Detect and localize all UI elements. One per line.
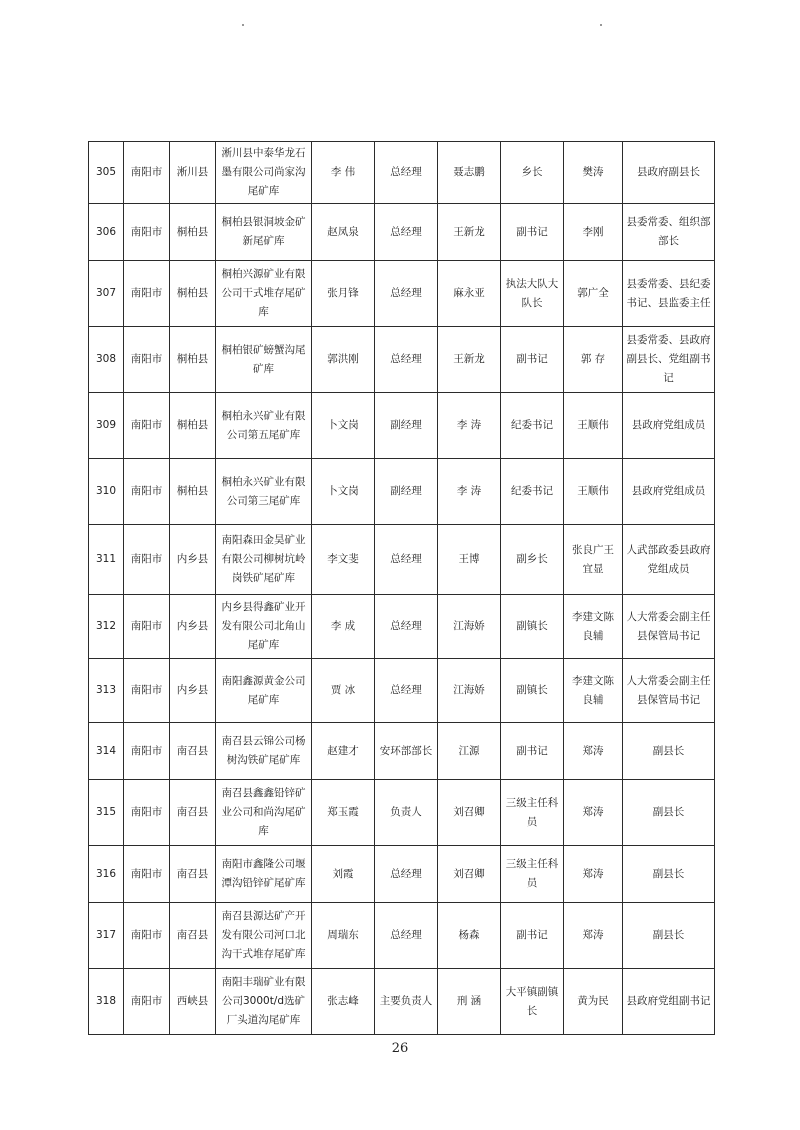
county-role-cell: 人大常委会副主任县保管局书记 <box>623 595 715 659</box>
county-cell: 桐柏县 <box>170 204 216 261</box>
tailings-name-cell: 桐柏银矿螃蟹沟尾矿库 <box>216 327 312 393</box>
enterprise-role-cell: 主要负责人 <box>375 969 438 1035</box>
tailings-name-cell: 桐柏兴源矿业有限公司干式堆存尾矿库 <box>216 261 312 327</box>
county-cell: 内乡县 <box>170 595 216 659</box>
enterprise-person-cell: 李 成 <box>312 595 375 659</box>
enterprise-role-cell: 总经理 <box>375 525 438 595</box>
table-row <box>89 327 715 393</box>
city-cell: 南阳市 <box>124 595 170 659</box>
row-number: 307 <box>89 261 124 327</box>
enterprise-role-cell: 总经理 <box>375 204 438 261</box>
table-row <box>89 780 715 846</box>
table-row <box>89 142 715 204</box>
tailings-name-cell: 南阳鑫源黄金公司尾矿库 <box>216 659 312 723</box>
township-role-cell: 三级主任科员 <box>501 780 564 846</box>
county-person-cell: 郑涛 <box>564 903 623 969</box>
township-person-cell: 江海娇 <box>438 659 501 723</box>
county-role-cell: 县委常委、组织部部长 <box>623 204 715 261</box>
enterprise-role-cell: 总经理 <box>375 261 438 327</box>
township-person-cell: 江源 <box>438 723 501 780</box>
row-number: 315 <box>89 780 124 846</box>
row-number: 310 <box>89 459 124 525</box>
county-cell: 淅川县 <box>170 142 216 204</box>
table-row <box>89 595 715 659</box>
tailings-name-cell: 淅川县中泰华龙石墨有限公司尚家沟尾矿库 <box>216 142 312 204</box>
enterprise-person-cell: 卜文岗 <box>312 459 375 525</box>
enterprise-person-cell: 张志峰 <box>312 969 375 1035</box>
tailings-name-cell: 南阳森田金昊矿业有限公司柳树坑岭岗铁矿尾矿库 <box>216 525 312 595</box>
table-row <box>89 846 715 903</box>
row-number: 316 <box>89 846 124 903</box>
county-person-cell: 郭广全 <box>564 261 623 327</box>
table-row <box>89 393 715 459</box>
enterprise-person-cell: 赵建才 <box>312 723 375 780</box>
county-role-cell: 人武部政委县政府党组成员 <box>623 525 715 595</box>
table-row <box>89 204 715 261</box>
county-cell: 桐柏县 <box>170 393 216 459</box>
county-person-cell: 郑涛 <box>564 846 623 903</box>
township-person-cell: 王新龙 <box>438 327 501 393</box>
tailings-name-cell: 桐柏永兴矿业有限公司第三尾矿库 <box>216 459 312 525</box>
city-cell: 南阳市 <box>124 969 170 1035</box>
enterprise-role-cell: 副经理 <box>375 459 438 525</box>
county-person-cell: 张良广王宜显 <box>564 525 623 595</box>
township-role-cell: 副书记 <box>501 327 564 393</box>
tailings-name-cell: 桐柏永兴矿业有限公司第五尾矿库 <box>216 393 312 459</box>
county-cell: 内乡县 <box>170 525 216 595</box>
township-person-cell: 聂志鹏 <box>438 142 501 204</box>
county-cell: 内乡县 <box>170 659 216 723</box>
tailings-name-cell: 南召县鑫鑫铅锌矿业公司和尚沟尾矿库 <box>216 780 312 846</box>
county-cell: 桐柏县 <box>170 459 216 525</box>
county-person-cell: 郑涛 <box>564 780 623 846</box>
tailings-dam-responsibility-table <box>88 141 715 1035</box>
table-row <box>89 903 715 969</box>
enterprise-person-cell: 周瑞东 <box>312 903 375 969</box>
enterprise-role-cell: 副经理 <box>375 393 438 459</box>
county-person-cell: 李建文陈良辅 <box>564 595 623 659</box>
enterprise-role-cell: 总经理 <box>375 903 438 969</box>
county-role-cell: 副县长 <box>623 723 715 780</box>
enterprise-person-cell: 郑玉霞 <box>312 780 375 846</box>
county-cell: 桐柏县 <box>170 327 216 393</box>
city-cell: 南阳市 <box>124 327 170 393</box>
enterprise-person-cell: 李 伟 <box>312 142 375 204</box>
township-role-cell: 副镇长 <box>501 595 564 659</box>
enterprise-person-cell: 赵凤泉 <box>312 204 375 261</box>
row-number: 309 <box>89 393 124 459</box>
scan-speck <box>600 24 602 26</box>
enterprise-role-cell: 总经理 <box>375 142 438 204</box>
township-role-cell: 三级主任科员 <box>501 846 564 903</box>
county-role-cell: 县政府副县长 <box>623 142 715 204</box>
enterprise-role-cell: 总经理 <box>375 846 438 903</box>
enterprise-person-cell: 刘霞 <box>312 846 375 903</box>
county-role-cell: 县政府党组成员 <box>623 459 715 525</box>
township-role-cell: 乡长 <box>501 142 564 204</box>
enterprise-role-cell: 总经理 <box>375 327 438 393</box>
township-person-cell: 江海娇 <box>438 595 501 659</box>
county-role-cell: 县政府党组副书记 <box>623 969 715 1035</box>
city-cell: 南阳市 <box>124 261 170 327</box>
tailings-name-cell: 桐柏县银洞坡金矿新尾矿库 <box>216 204 312 261</box>
city-cell: 南阳市 <box>124 459 170 525</box>
county-cell: 南召县 <box>170 846 216 903</box>
county-role-cell: 副县长 <box>623 903 715 969</box>
township-role-cell: 大平镇副镇长 <box>501 969 564 1035</box>
county-cell: 南召县 <box>170 903 216 969</box>
county-role-cell: 副县长 <box>623 846 715 903</box>
table-row <box>89 261 715 327</box>
township-person-cell: 王新龙 <box>438 204 501 261</box>
township-role-cell: 副书记 <box>501 204 564 261</box>
township-person-cell: 麻永亚 <box>438 261 501 327</box>
township-person-cell: 刑 涵 <box>438 969 501 1035</box>
row-number: 314 <box>89 723 124 780</box>
county-cell: 西峡县 <box>170 969 216 1035</box>
county-person-cell: 王顺伟 <box>564 393 623 459</box>
township-person-cell: 刘召卿 <box>438 780 501 846</box>
township-person-cell: 刘召卿 <box>438 846 501 903</box>
county-role-cell: 县政府党组成员 <box>623 393 715 459</box>
enterprise-person-cell: 郭洪刚 <box>312 327 375 393</box>
table-row <box>89 723 715 780</box>
scan-speck <box>242 24 244 26</box>
township-person-cell: 杨森 <box>438 903 501 969</box>
township-role-cell: 副乡长 <box>501 525 564 595</box>
row-number: 313 <box>89 659 124 723</box>
county-person-cell: 郑涛 <box>564 723 623 780</box>
row-number: 311 <box>89 525 124 595</box>
city-cell: 南阳市 <box>124 142 170 204</box>
county-person-cell: 王顺伟 <box>564 459 623 525</box>
city-cell: 南阳市 <box>124 204 170 261</box>
county-person-cell: 李刚 <box>564 204 623 261</box>
county-cell: 南召县 <box>170 723 216 780</box>
county-cell: 南召县 <box>170 780 216 846</box>
page-number: 26 <box>391 1041 409 1056</box>
county-person-cell: 郭 存 <box>564 327 623 393</box>
township-role-cell: 纪委书记 <box>501 393 564 459</box>
tailings-name-cell: 南召县源达矿产开发有限公司河口北沟干式堆存尾矿库 <box>216 903 312 969</box>
enterprise-role-cell: 安环部部长 <box>375 723 438 780</box>
township-person-cell: 李 涛 <box>438 393 501 459</box>
city-cell: 南阳市 <box>124 659 170 723</box>
enterprise-role-cell: 总经理 <box>375 659 438 723</box>
enterprise-person-cell: 贾 冰 <box>312 659 375 723</box>
county-role-cell: 县委常委、县纪委书记、县监委主任 <box>623 261 715 327</box>
township-role-cell: 执法大队大队长 <box>501 261 564 327</box>
enterprise-person-cell: 张月锋 <box>312 261 375 327</box>
county-role-cell: 县委常委、县政府副县长、党组副书记 <box>623 327 715 393</box>
township-role-cell: 副书记 <box>501 723 564 780</box>
county-role-cell: 人大常委会副主任县保管局书记 <box>623 659 715 723</box>
city-cell: 南阳市 <box>124 393 170 459</box>
enterprise-role-cell: 负责人 <box>375 780 438 846</box>
row-number: 312 <box>89 595 124 659</box>
tailings-name-cell: 南召县云锦公司杨树沟铁矿尾矿库 <box>216 723 312 780</box>
row-number: 318 <box>89 969 124 1035</box>
city-cell: 南阳市 <box>124 525 170 595</box>
enterprise-person-cell: 李文斐 <box>312 525 375 595</box>
row-number: 306 <box>89 204 124 261</box>
township-role-cell: 副书记 <box>501 903 564 969</box>
row-number: 308 <box>89 327 124 393</box>
township-role-cell: 纪委书记 <box>501 459 564 525</box>
county-person-cell: 黄为民 <box>564 969 623 1035</box>
table-row <box>89 459 715 525</box>
city-cell: 南阳市 <box>124 780 170 846</box>
tailings-name-cell: 内乡县得鑫矿业开发有限公司北角山尾矿库 <box>216 595 312 659</box>
county-person-cell: 李建文陈良辅 <box>564 659 623 723</box>
city-cell: 南阳市 <box>124 903 170 969</box>
city-cell: 南阳市 <box>124 846 170 903</box>
township-role-cell: 副镇长 <box>501 659 564 723</box>
township-person-cell: 王博 <box>438 525 501 595</box>
tailings-name-cell: 南阳市鑫隆公司堰潭沟铅锌矿尾矿库 <box>216 846 312 903</box>
enterprise-role-cell: 总经理 <box>375 595 438 659</box>
county-cell: 桐柏县 <box>170 261 216 327</box>
row-number: 317 <box>89 903 124 969</box>
tailings-name-cell: 南阳丰瑞矿业有限公司3000t/d选矿厂头道沟尾矿库 <box>216 969 312 1035</box>
city-cell: 南阳市 <box>124 723 170 780</box>
enterprise-person-cell: 卜文岗 <box>312 393 375 459</box>
table-row <box>89 969 715 1035</box>
table-row <box>89 525 715 595</box>
county-role-cell: 副县长 <box>623 780 715 846</box>
county-person-cell: 樊涛 <box>564 142 623 204</box>
row-number: 305 <box>89 142 124 204</box>
table-row <box>89 659 715 723</box>
township-person-cell: 李 涛 <box>438 459 501 525</box>
